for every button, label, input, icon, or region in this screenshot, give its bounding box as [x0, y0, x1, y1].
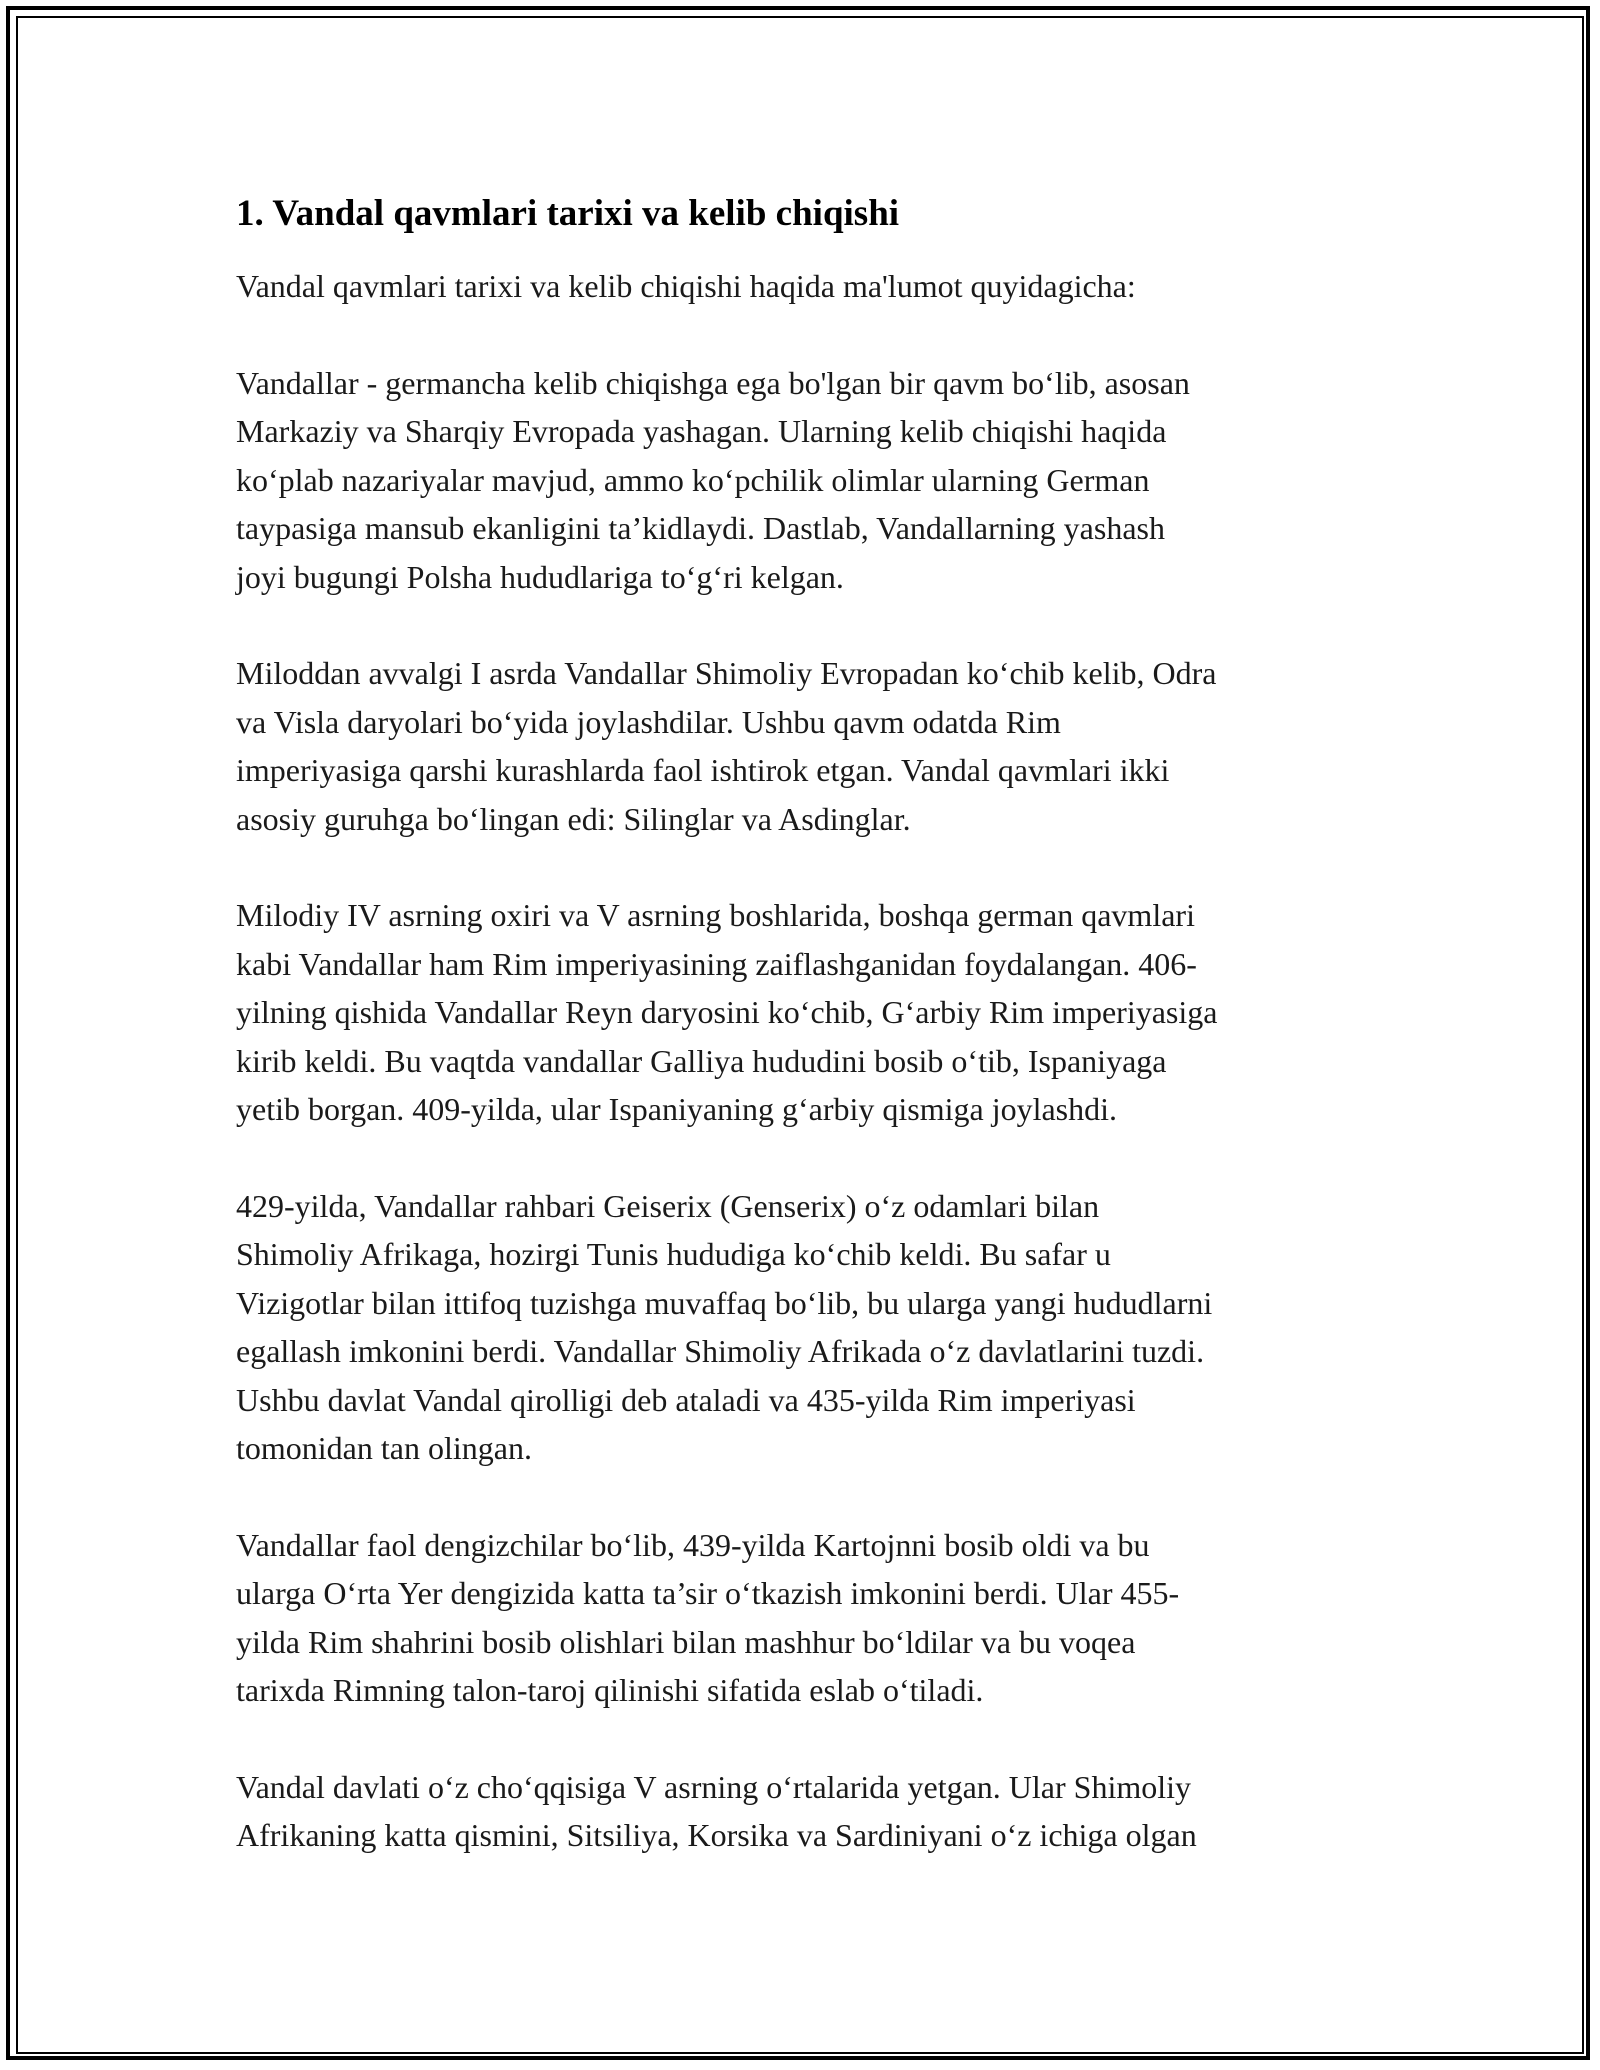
text-line: Ushbu davlat Vandal qirolligi deb ataladi va 435-yilda Rim imperiyasi [236, 1381, 1136, 1418]
text-line: imperiyasiga qarshi kurashlarda faol ishtirok etgan. Vandal qavmlari ikki [236, 752, 1170, 788]
text-line: ko‘plab nazariyalar mavjud, ammo ko‘pchilik olimlar ularning German [236, 461, 1150, 498]
section-heading: 1. Vandal qavmlari tarixi va kelib chiqishi [236, 193, 900, 234]
paragraph-origin [236, 359, 1386, 602]
paragraph-intro [236, 262, 1386, 311]
text-line: Milodiy IV asrning oxiri va V asrning boshlarida, boshqa german qavmlari [236, 897, 1195, 933]
text-line: yilda Rim shahrini bosib olishlari bilan mashhur bo‘ldilar va bu voqea [236, 1623, 1136, 1660]
text-line: asosiy guruhga bo‘lingan edi: Silinglar va Asdinglar. [236, 800, 911, 837]
paragraph-first-century [236, 649, 1386, 843]
text-line: yetib borgan. 409-yilda, ular Ispaniyaning g‘arbiy qismiga joylashdi. [236, 1091, 1118, 1127]
text-line: yilning qishida Vandallar Reyn daryosini ko‘chib, G‘arbiy Rim imperiyasiga [236, 994, 1218, 1030]
text-line: Markaziy va Sharqiy Evropada yashagan. Ularning kelib chiqishi haqida [236, 413, 1167, 449]
paragraph-seafarers [236, 1521, 1386, 1715]
text-line: taypasiga mansub ekanligini ta’kidlaydi. Dastlab, Vandallarning yashash [236, 510, 1165, 546]
document-body [236, 190, 1386, 1908]
text-line: Shimoliy Afrikaga, hozirgi Tunis hududiga ko‘chib keldi. Bu safar u [236, 1236, 1111, 1272]
text-line: joyi bugungi Polsha hududlariga to‘g‘ri kelgan. [236, 558, 844, 595]
text-line: Afrikaning katta qismini, Sitsiliya, Korsika va Sardiniyani o‘z ichiga olgan [236, 1817, 1197, 1853]
text-line: Vandal davlati o‘z cho‘qqisiga V asrning o‘rtalarida yetgan. Ular Shimoliy [236, 1768, 1192, 1805]
text-line: Vandal qavmlari tarixi va kelib chiqishi haqida ma'lumot quyidagicha: [236, 268, 1136, 304]
text-line: Vandallar faol dengizchilar bo‘lib, 439-yilda Kartojnni bosib oldi va bu [236, 1526, 1150, 1563]
text-line: tomonidan tan olingan. [236, 1430, 532, 1466]
paragraph-africa [236, 1182, 1386, 1473]
text-line: va Visla daryolari bo‘yida joylashdilar. Ushbu qavm odatda Rim [236, 703, 1061, 740]
paragraph-peak [236, 1763, 1386, 1860]
text-line: kirib keldi. Bu vaqtda vandallar Galliya hududini bosib o‘tib, Ispaniyaga [236, 1042, 1167, 1079]
text-line: Vizigotlar bilan ittifoq tuzishga muvaffaq bo‘lib, bu ularga yangi hududlarni [236, 1284, 1213, 1321]
text-line: ularga O‘rta Yer dengizida katta ta’sir o‘tkazish imkonini berdi. Ular 455- [236, 1575, 1180, 1611]
text-line: Miloddan avvalgi I asrda Vandallar Shimoliy Evropadan ko‘chib kelib, Odra [236, 655, 1217, 691]
text-line: tarixda Rimning talon-taroj qilinishi sifatida eslab o‘tiladi. [236, 1672, 984, 1708]
text-line: kabi Vandallar ham Rim imperiyasining zaiflashganidan foydalangan. 406- [236, 945, 1197, 982]
text-line: Vandallar - germancha kelib chiqishga ega bo'lgan bir qavm bo‘lib, asosan [236, 364, 1190, 401]
text-line: egallash imkonini berdi. Vandallar Shimoliy Afrikada o‘z davlatlarini tuzdi. [236, 1333, 1205, 1369]
paragraph-migration [236, 891, 1386, 1134]
text-line: 429-yilda, Vandallar rahbari Geiserix (Genserix) o‘z odamlari bilan [236, 1187, 1100, 1224]
